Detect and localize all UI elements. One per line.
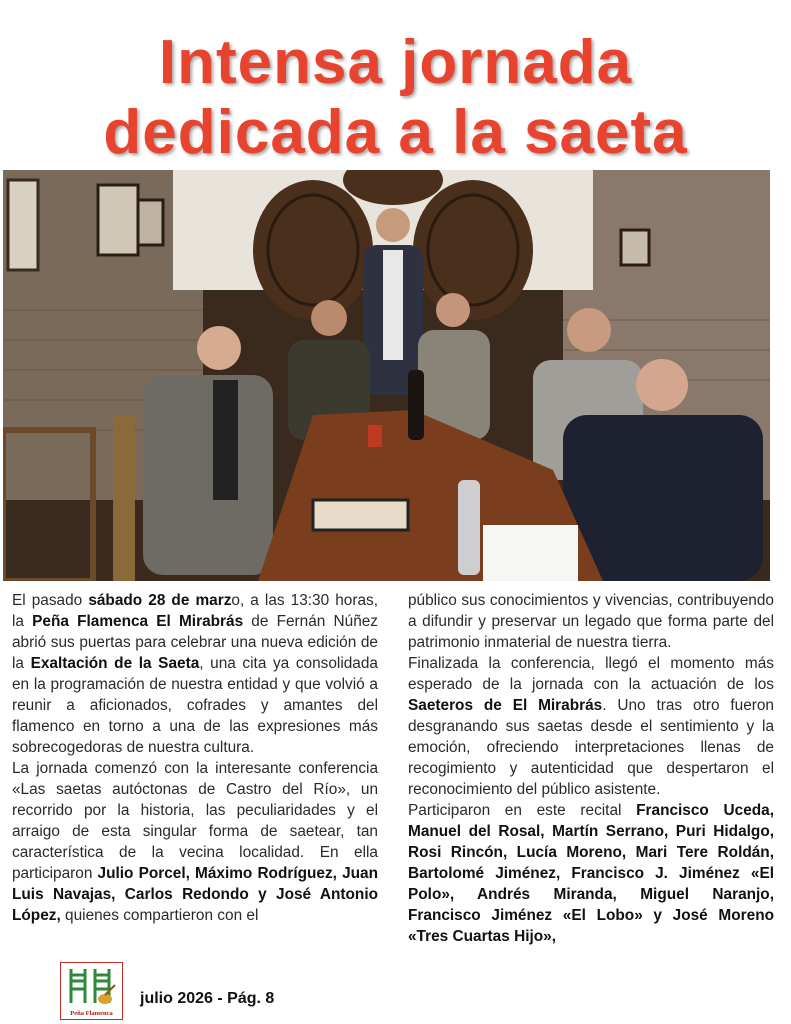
bold-text: Peña Flamenca El Mirabrás [32,613,244,630]
text-run: La jornada comenzó con la interesante conferencia «Las saetas autóctonas de Castro del Río», un recorrido por la historia, las peculiaridades y el arraigo de esta singular forma de saetear, tan característica de la vecina localidad. En ella participaron [12,760,378,882]
text-run: de Fernán Núñez abrió sus puertas para celebrar una nueva edición de la [12,613,379,672]
article-paragraph [408,653,774,800]
two-chairs-guitar-logo-icon [61,963,122,1007]
pena-flamenca-logo [60,962,123,1020]
text-run: , una cita ya consolidada en la programación de nuestra entidad y que volvió a reunir a aficionados, cofrades y amantes del flamenco en torno a una de las expresiones más sobrecogedoras de nuestra cultura. [12,655,378,756]
text-run: El pasado [12,592,89,609]
headline-line-1: Intensa jornada [158,28,633,97]
text-run: . Uno tras otro fueron desgranando sus saetas desde el sentimiento y la emoción, ofreciendo interpretaciones llenas de recogimiento y autenticidad que despertaron el reconocimiento del público asistente. [408,697,774,798]
headline-line-2: dedicada a la saeta [103,98,688,167]
text-run: Finalizada la conferencia, llegó el momento más esperado de la jornada con la actuación de los [408,655,774,693]
article-paragraph [12,758,378,926]
article-column-1 [12,590,378,926]
text-run: público sus conocimientos y vivencias, contribuyendo a difundir y preservar un legado que forma parte del patrimonio inmaterial de nuestra tierra. [408,592,774,651]
bold-text: Saeteros de El Mirabrás [408,697,603,714]
text-run: Participaron en este recital [408,802,637,819]
article-paragraph [408,800,774,947]
group-photo [3,170,770,581]
bold-text: sábado 28 de marz [88,592,232,609]
article-paragraph [408,590,774,653]
text-run: quienes compartieron con el [60,907,259,924]
article-paragraph [12,590,378,758]
page-footer: julio 2026 - Pág. 8 [140,990,275,1007]
article-column-2 [408,590,774,947]
logo-text: Peña Flamenca [70,1010,113,1017]
bold-text: Exaltación de la Saeta [30,655,200,672]
bold-text: Francisco Uceda, Manuel del Rosal, Martín Serrano, Puri Hidalgo, Rosi Rincón, Lucía Moreno, Mari Tere Roldán, Bartolomé Jiménez, Francisco J. Jiménez «El Polo», Andrés Miranda, Miguel Naranjo, Francisco Jiménez «El Lobo» y José Moreno «Tres Cuartas Hijo», [408,802,774,945]
text-run: o, a las 13:30 horas, la [12,592,378,630]
bold-text: Julio Porcel, Máximo Rodríguez, Juan Luis Navajas, Carlos Redondo y José Antonio López, [12,865,378,924]
